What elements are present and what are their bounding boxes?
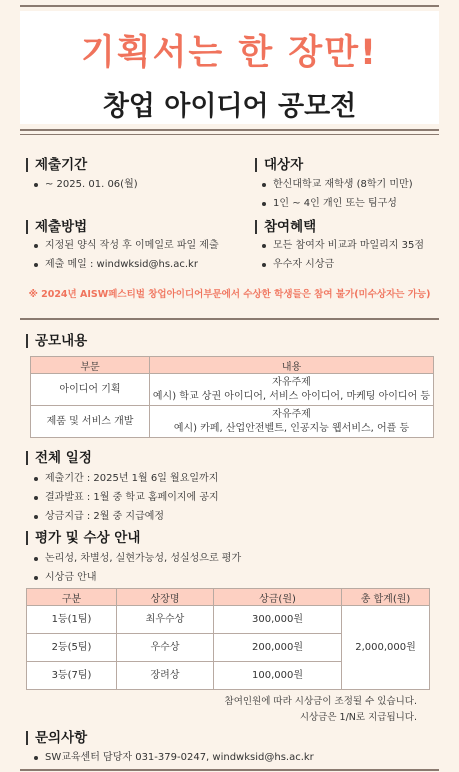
header-total: 총 합계(원) [342, 589, 430, 606]
schedule-list [32, 469, 219, 526]
prize-cell: 300,000원 [214, 606, 342, 634]
method-list [32, 236, 219, 274]
content-line: 예시) 학교 상권 아이디어, 서비스 아이디어, 마케팅 아이디어 등 [152, 390, 431, 402]
section-title-inquiry: 문의사항 [26, 731, 87, 745]
rank-cell: 2등(5팀) [27, 634, 117, 662]
list-item: ~ 2025. 01. 06(월) [32, 175, 138, 194]
contents-table [30, 356, 434, 438]
deadline-list [32, 175, 138, 194]
content-cell [150, 406, 434, 438]
inquiry-list [32, 748, 314, 767]
prize-cell: 100,000원 [214, 662, 342, 690]
section-title-target: 대상자 [255, 158, 303, 172]
list-item: 논리성, 차별성, 실현가능성, 성실성으로 평가 [32, 549, 241, 568]
header-bottom-divider [20, 129, 439, 131]
sub-title: 창업 아이디어 공모전 [102, 91, 357, 122]
header-content: 내용 [150, 357, 434, 374]
prize-note-adjust: 참여인원에 따라 시상금이 조정될 수 있습니다. [224, 696, 417, 707]
table-header-row [31, 357, 434, 374]
award-cell: 우수상 [117, 634, 214, 662]
list-item: 우수자 시상금 [260, 255, 424, 274]
list-item: 제출 메일 : windwksid@hs.ac.kr [32, 255, 219, 274]
award-cell: 장려상 [117, 662, 214, 690]
benefit-list [260, 236, 424, 274]
header-category: 부문 [31, 357, 150, 374]
list-item: 지정된 양식 작성 후 이메일로 파일 제출 [32, 236, 219, 255]
list-item: 1인 ~ 4인 개인 또는 팀구성 [260, 194, 413, 213]
list-item: 한신대학교 재학생 (8학기 미만) [260, 175, 413, 194]
section-title-benefit: 참여혜택 [255, 220, 316, 234]
prize-cell: 200,000원 [214, 634, 342, 662]
header-bottom-divider-thin [20, 134, 439, 135]
table-row [31, 406, 434, 438]
list-item: 시상금 안내 [32, 568, 241, 587]
target-list [260, 175, 413, 213]
table-header-row [27, 589, 430, 606]
category-cell: 아이디어 기획 [31, 374, 150, 406]
list-item: SW교육센터 담당자 031-379-0247, windwksid@hs.ac.kr [32, 748, 314, 767]
section-title-schedule: 전체 일정 [26, 451, 92, 465]
content-line: 자유주제 [272, 408, 311, 420]
content-cell [150, 374, 434, 406]
main-title: 기획서는 한 장만! [80, 33, 378, 73]
header-banner [20, 11, 439, 124]
evaluation-list [32, 549, 241, 587]
header-prize: 상금(원) [214, 589, 342, 606]
table-row [31, 374, 434, 406]
prize-table [26, 588, 430, 690]
award-cell: 최우수상 [117, 606, 214, 634]
section-title-method: 제출방법 [26, 220, 87, 234]
content-line: 자유주제 [272, 376, 311, 388]
top-divider [20, 5, 439, 7]
category-cell: 제품 및 서비스 개발 [31, 406, 150, 438]
list-item: 제출기간 : 2025년 1월 6일 월요일까지 [32, 469, 219, 488]
header-rank: 구분 [27, 589, 117, 606]
prize-note-split: 시상금은 1/N로 지급됩니다. [299, 712, 417, 723]
content-line: 예시) 카페, 산업안전벨트, 인공지능 웹서비스, 어플 등 [173, 422, 410, 434]
rank-cell: 3등(7팀) [27, 662, 117, 690]
table-row [27, 606, 430, 634]
list-item: 상금지급 : 2월 중 지급예정 [32, 507, 219, 526]
section-title-deadline: 제출기간 [26, 158, 87, 172]
section-title-contents: 공모내용 [26, 334, 87, 348]
eligibility-notice: ※ 2024년 AISW페스티벌 창업아이디어부문에서 수상한 학생들은 참여 불가(미수상자는 가능) [28, 289, 431, 300]
header-award: 상장명 [117, 589, 214, 606]
section-title-evaluation: 평가 및 수상 안내 [26, 531, 140, 545]
rank-cell: 1등(1팀) [27, 606, 117, 634]
list-item: 결과발표 : 1월 중 학교 홈페이지에 공지 [32, 488, 219, 507]
list-item: 모든 참여자 비교과 마일리지 35점 [260, 236, 424, 255]
bottom-divider [20, 769, 439, 771]
middle-divider [20, 318, 439, 320]
total-cell: 2,000,000원 [342, 606, 430, 690]
